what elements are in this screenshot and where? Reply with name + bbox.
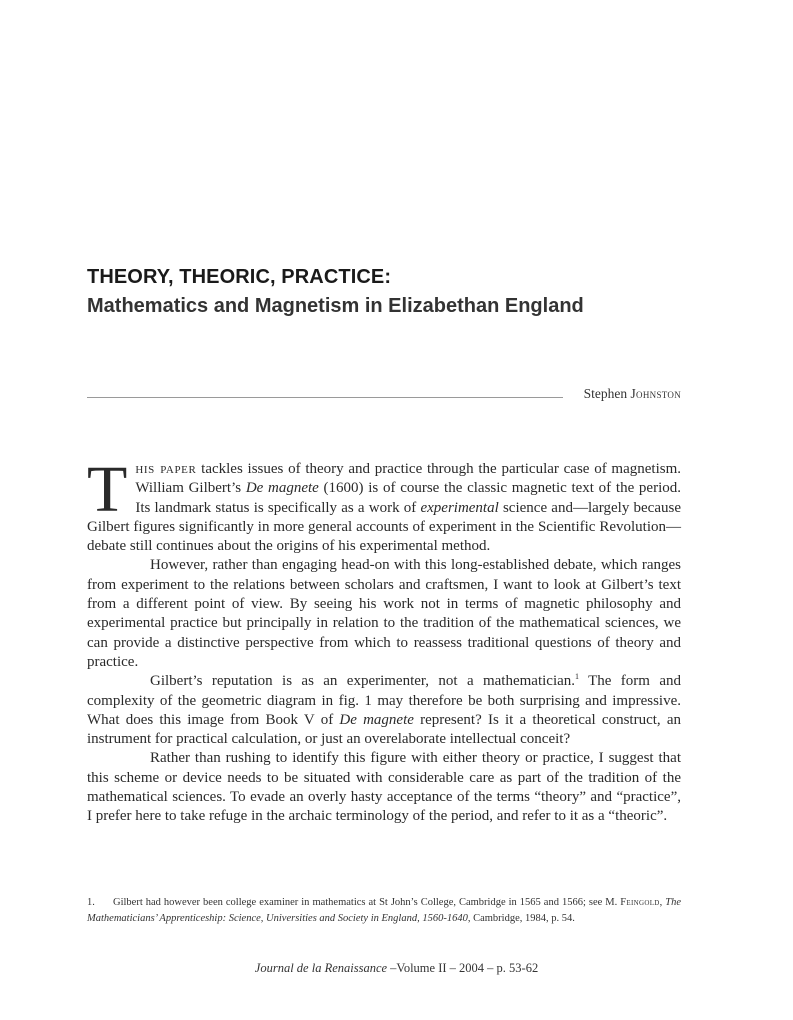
article-body <box>87 453 682 827</box>
footnote-text-run: , <box>659 897 666 908</box>
body-paragraph-2 <box>87 556 681 672</box>
footnote-number: 1. <box>87 897 95 908</box>
body-text-run: represent? Is it a theoretical construct, an instrument for practical calculation, or just an overelaborate intellectual conceit? <box>87 711 682 748</box>
article-subtitle: Mathematics and Magnetism in Elizabethan England <box>87 295 584 317</box>
footnote-reference[interactable]: 1 <box>575 672 580 682</box>
body-text-run: Rather than rushing to identify this figure with either theory or practice, I suggest that this scheme or device needs to be situated with considerable care as part of the tradition of the mathematical sciences. To evade an overly hasty acceptance of the terms “theory” and “practice”, I prefer here to take refuge in the archaic terminology of the period, and refer to it as a “theoric”. <box>87 750 681 825</box>
author-first-name: Stephen <box>583 386 628 401</box>
article-title: THEORY, THEORIC, PRACTICE: <box>87 266 392 288</box>
body-paragraph-4 <box>87 749 681 826</box>
body-text-run: (1600) is of course the classic magnetic text of the period. Its landmark status is specifically as a work of <box>135 480 682 516</box>
body-text-run: tackles issues of theory and practice through the particular case of magnetism. William Gilbert’s <box>135 461 681 497</box>
drop-cap: T <box>87 453 128 526</box>
title-divider-rule <box>87 397 563 398</box>
book-title-italic: De magnete <box>245 480 319 497</box>
footnote-author-small-caps: Feingold <box>620 897 660 908</box>
footnote-text-run: Gilbert had however been college examiner in mathematics at St John’s College, Cambridge in 1565 and 1566; see M. <box>113 897 621 908</box>
journal-volume-pages: –Volume II – 2004 – p. 53-62 <box>387 961 539 975</box>
body-text-run: However, rather than engaging head-on with this long-established debate, which ranges from experiment to the relations between scholars and craftsmen, I want to look at Gilbert’s text from a different point of view. By seeing his work not in terms of magnetic philosophy and experimental practice but principally in relation to the tradition of the mathematical sciences, we can provide a distinctive perspective from which to reassess traditional questions of theory and practice. <box>87 557 681 670</box>
article-heading <box>87 264 707 319</box>
body-text-run: Gilbert’s reputation is as an experimenter, not a mathematician. <box>150 673 576 690</box>
journal-name: Journal de la Renaissance <box>254 961 388 975</box>
lead-in-small-caps: his paper <box>135 461 197 477</box>
body-paragraph-3 <box>87 672 681 749</box>
author-name <box>584 386 681 402</box>
emphasis-italic: experimental <box>420 499 499 516</box>
body-text-run: The form and complexity of the geometric diagram in fig. 1 may therefore be both surprising and impressive. What does this image from Book V of <box>87 673 681 728</box>
footnote-text-run: , Cambridge, 1984, p. 54. <box>467 913 575 924</box>
footnote-1 <box>87 895 681 927</box>
body-text-run: science and—largely because Gilbert figures significantly in more general accounts of experiment in the Scientific Revolution—debate still continues about the origins of his experimental method. <box>87 499 681 555</box>
author-last-name: Johnston <box>630 386 681 401</box>
book-title-italic: De magnete <box>339 711 414 728</box>
footnote-book-title: The Mathematicians’ Apprenticeship: Science, Universities and Society in England, 1560-1640 <box>87 897 682 924</box>
journal-footer <box>0 961 793 976</box>
body-paragraph-1 <box>87 453 682 556</box>
